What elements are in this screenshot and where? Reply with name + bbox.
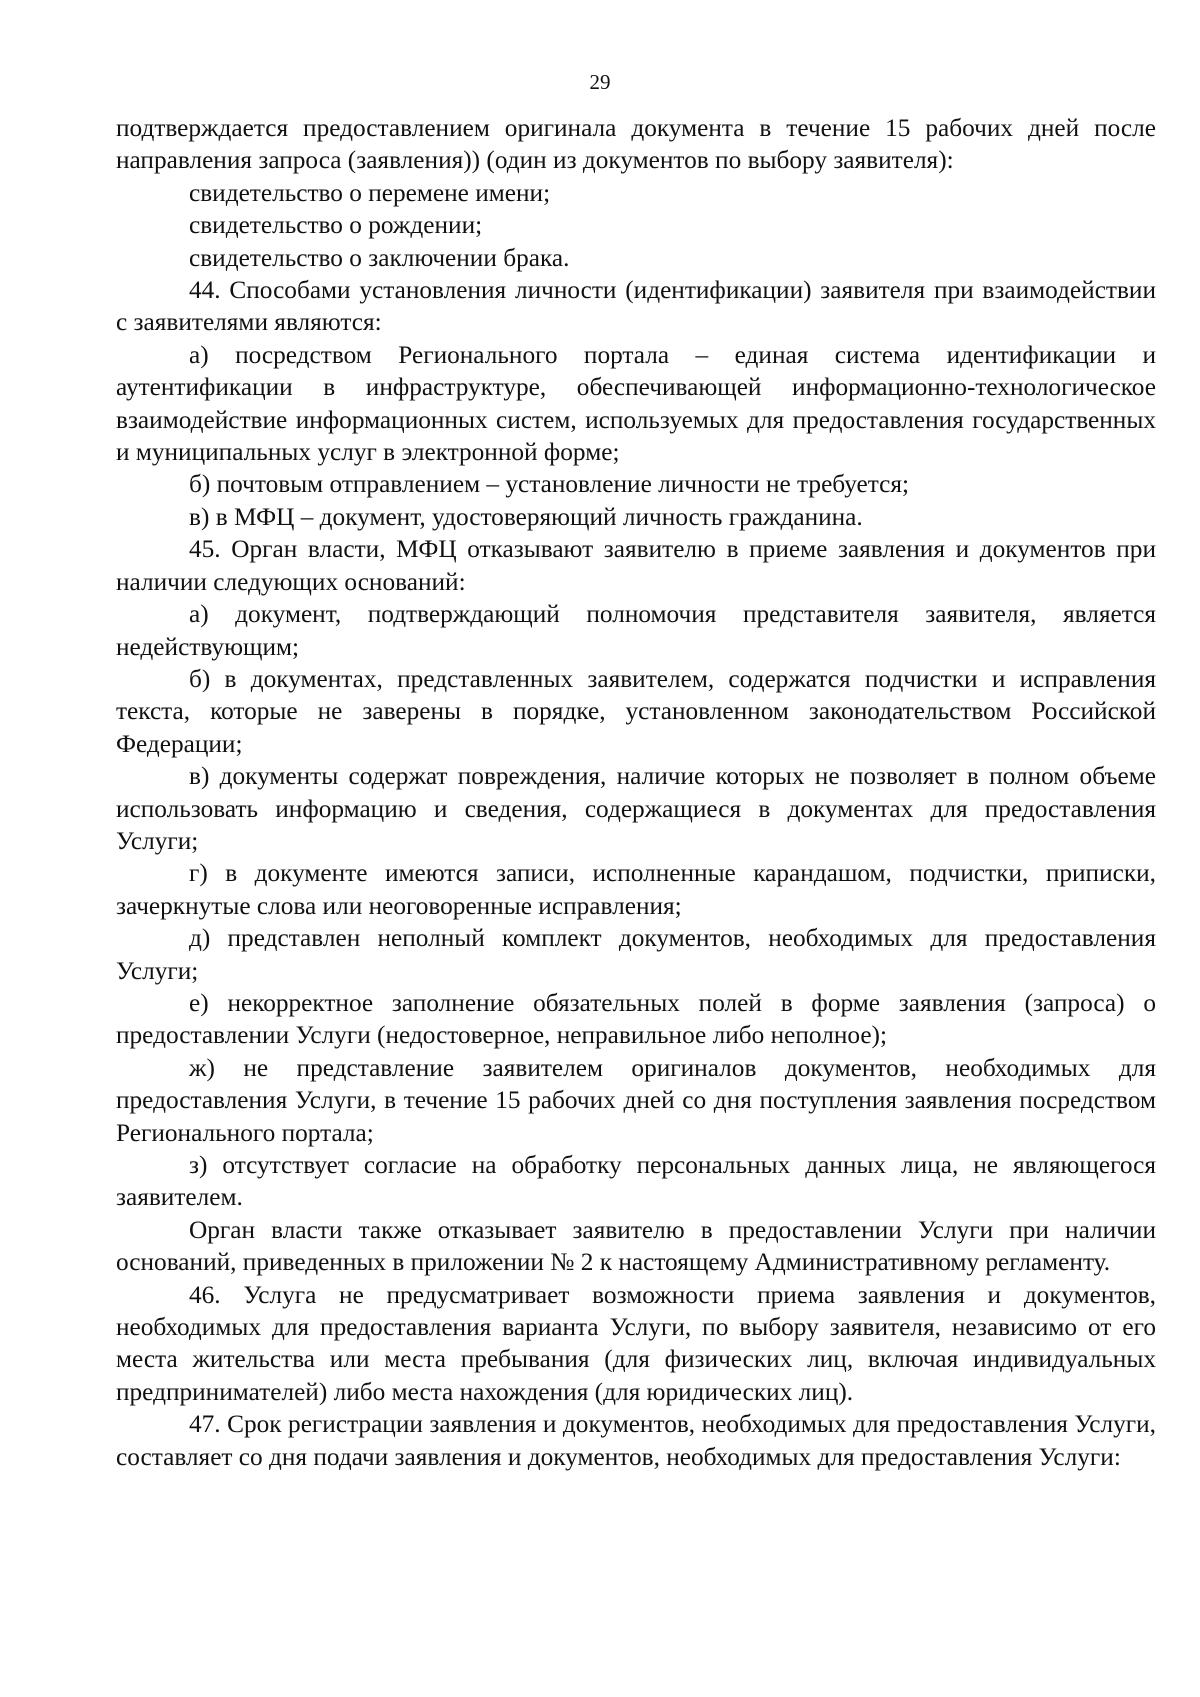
paragraph-45: 45. Орган власти, МФЦ отказывают заявителю в приеме заявления и документов при наличии следующих оснований:: [116, 535, 1156, 596]
paragraph-continuation: подтверждается предоставлением оригинала документа в течение 15 рабочих дней после направления запроса (заявления)) (один из документов по выбору заявителя):: [116, 114, 1156, 175]
list-item-name-change-certificate: свидетельство о перемене имени;: [189, 178, 551, 207]
paragraph-47: 47. Срок регистрации заявления и документов, необходимых для предоставления Услуги, составляет со дня подачи заявления и документов, необходимых для предоставления Услуги:: [116, 1410, 1156, 1471]
paragraph-45-e: е) некорректное заполнение обязательных полей в форме заявления (запроса) о предоставлении Услуги (недостоверное, неправильное либо неполное);: [116, 988, 1156, 1050]
paragraph-45-g: г) в документе имеются записи, исполненные карандашом, подчистки, приписки, зачеркнутые слова или неоговоренные исправления;: [116, 859, 1156, 920]
paragraph-45-v: в) документы содержат повреждения, наличие которых не позволяет в полном объеме использовать информацию и сведения, содержащиеся в документах для предоставления Услуги;: [116, 762, 1156, 855]
list-item-birth-certificate: свидетельство о рождении;: [189, 211, 483, 240]
paragraph-46: 46. Услуга не предусматривает возможности приема заявления и документов, необходимых для предоставления варианта Услуги, по выбору заявителя, независимо от его места жительства или места пребывания (для физических лиц, включая индивидуальных предпринимателей) либо места нахождения (для юридических лиц).: [116, 1280, 1156, 1406]
paragraph-45-b: б) в документах, представленных заявителем, содержатся подчистки и исправления текста, которые не заверены в порядке, установленном законодательством Российской Федерации;: [116, 664, 1156, 758]
paragraph-45-d: д) представлен неполный комплект документов, необходимых для предоставления Услуги;: [116, 924, 1156, 985]
paragraph-refusal-grounds: Орган власти также отказывает заявителю в предоставлении Услуги при наличии оснований, приведенных в приложении № 2 к настоящему Административному регламенту.: [116, 1215, 1156, 1277]
paragraph-45-zh: ж) не представление заявителем оригиналов документов, необходимых для предоставления Услуги, в течение 15 рабочих дней со дня поступления заявления посредством Регионального портала;: [116, 1053, 1156, 1147]
paragraph-44-b: б) почтовым отправлением – установление личности не требуется;: [189, 470, 909, 499]
body-text: [116, 112, 1156, 1473]
paragraph-45-z: з) отсутствует согласие на обработку персональных данных лица, не являющегося заявителем.: [116, 1151, 1156, 1212]
page-number: 29: [589, 70, 611, 94]
paragraph-44-a: а) посредством Регионального портала – единая система идентификации и аутентификации в инфраструктуре, обеспечивающей информационно-технологическое взаимодействие информационных систем, используемых для предоставления государственных и муниципальных услуг в электронной форме;: [116, 340, 1156, 467]
list-item-marriage-certificate: свидетельство о заключении брака.: [189, 243, 570, 272]
paragraph-45-a: а) документ, подтверждающий полномочия представителя заявителя, является недействующим;: [116, 600, 1156, 661]
paragraph-44: 44. Способами установления личности (идентификации) заявителя при взаимодействии с заявителями являются:: [116, 276, 1156, 337]
paragraph-44-v: в) в МФЦ – документ, удостоверяющий личность гражданина.: [189, 502, 863, 531]
